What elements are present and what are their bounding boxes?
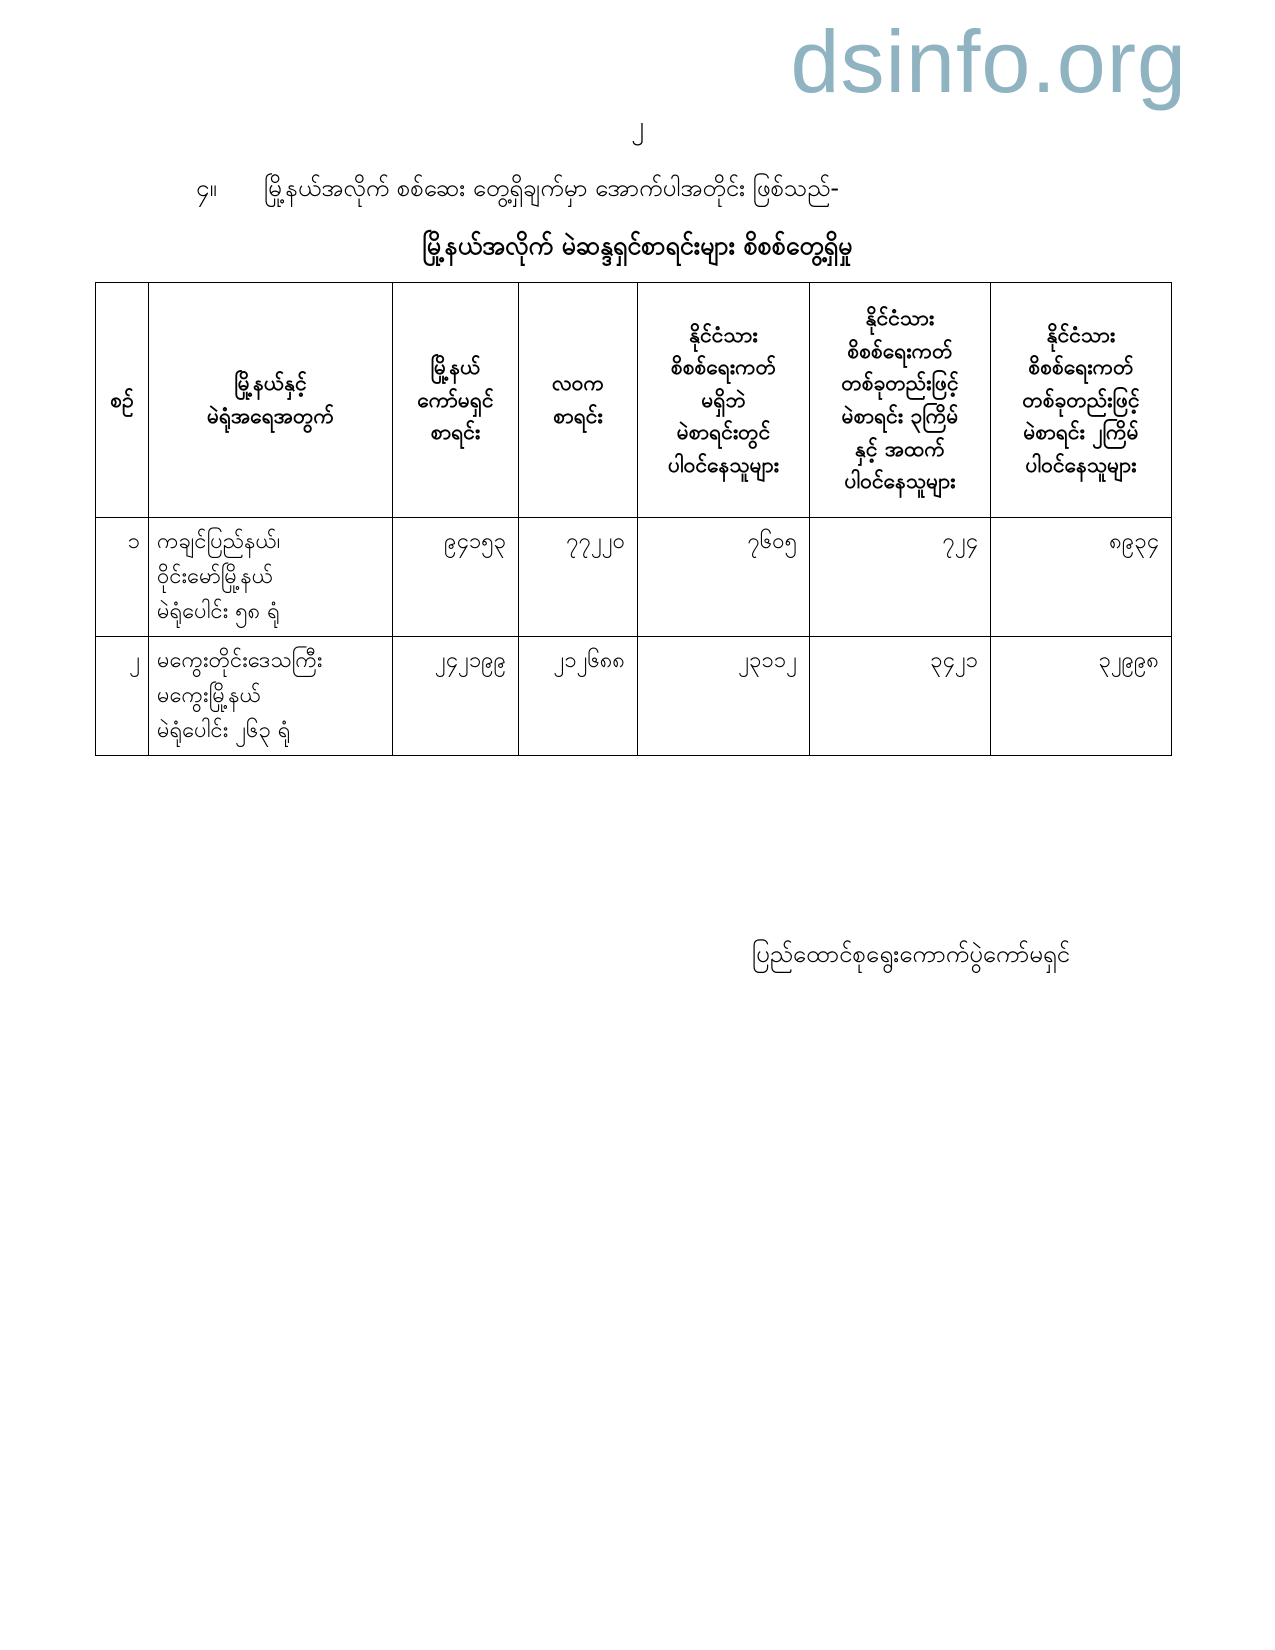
paragraph-number: ၄။ <box>196 174 217 202</box>
watermark-logo: dsinfo.org <box>790 12 1187 111</box>
table-header-row <box>96 283 1172 518</box>
table-row <box>96 518 1172 637</box>
cell-township: ကချင်ပြည်နယ်၊ ဝိုင်းမော်မြို့နယ် မဲရုံပေါင်း ၅၈ ရုံ <box>149 518 393 637</box>
signature: ပြည်ထောင်စုရွေးကောက်ပွဲကော်မရှင် <box>752 940 1070 968</box>
cell-serial: ၂ <box>96 637 149 756</box>
cell-no-card: ၇၆၀၅ <box>638 518 810 637</box>
table-title: မြို့နယ်အလိုက် မဲဆန္ဒရှင်စာရင်းများ စိစစ်တွေ့ရှိမှု <box>422 231 853 260</box>
paragraph-text: မြို့နယ်အလိုက် စစ်ဆေး တွေ့ရှိချက်မှာ အောက်ပါအတိုင်း ဖြစ်သည်- <box>264 174 840 202</box>
header-serial: စဉ် <box>96 283 149 518</box>
cell-no-card: ၂၃၁၁၂ <box>638 637 810 756</box>
page-number: ၂ <box>631 111 644 141</box>
results-table <box>95 282 1172 756</box>
cell-commission: ၉၄၁၅၃ <box>393 518 519 637</box>
cell-commission: ၂၄၂၁၉၉ <box>393 637 519 756</box>
cell-serial: ၁ <box>96 518 149 637</box>
paragraph <box>196 172 839 208</box>
header-immigration-list: လဝက စာရင်း <box>519 283 638 518</box>
table-row <box>96 637 1172 756</box>
header-no-card: နိုင်ငံသား စိစစ်ရေးကတ် မရှိဘဲ မဲစာရင်းတွင် ပါဝင်နေသူများ <box>638 283 810 518</box>
header-three-times: နိုင်ငံသား စိစစ်ရေးကတ် တစ်ခုတည်းဖြင့် မဲစာရင်း ၃ကြိမ် နှင့် အထက် ပါဝင်နေသူများ <box>810 283 991 518</box>
cell-immigration: ၇၇၂၂၀ <box>519 518 638 637</box>
header-twice: နိုင်ငံသား စိစစ်ရေးကတ် တစ်ခုတည်းဖြင့် မဲစာရင်း ၂ကြိမ် ပါဝင်နေသူများ <box>991 283 1172 518</box>
header-township: မြို့နယ်နှင့် မဲရုံအရေအတွက် <box>149 283 393 518</box>
cell-township: မကွေးတိုင်းဒေသကြီး မကွေးမြို့နယ် မဲရုံပေါင်း ၂၆၃ ရုံ <box>149 637 393 756</box>
cell-three-times: ၃၄၂၁ <box>810 637 991 756</box>
cell-twice: ၃၂၉၉၈ <box>991 637 1172 756</box>
cell-three-times: ၇၂၄ <box>810 518 991 637</box>
cell-immigration: ၂၁၂၆၈၈ <box>519 637 638 756</box>
header-commission-list: မြို့နယ် ကော်မရှင် စာရင်း <box>393 283 519 518</box>
cell-twice: ၈၉၃၄ <box>991 518 1172 637</box>
